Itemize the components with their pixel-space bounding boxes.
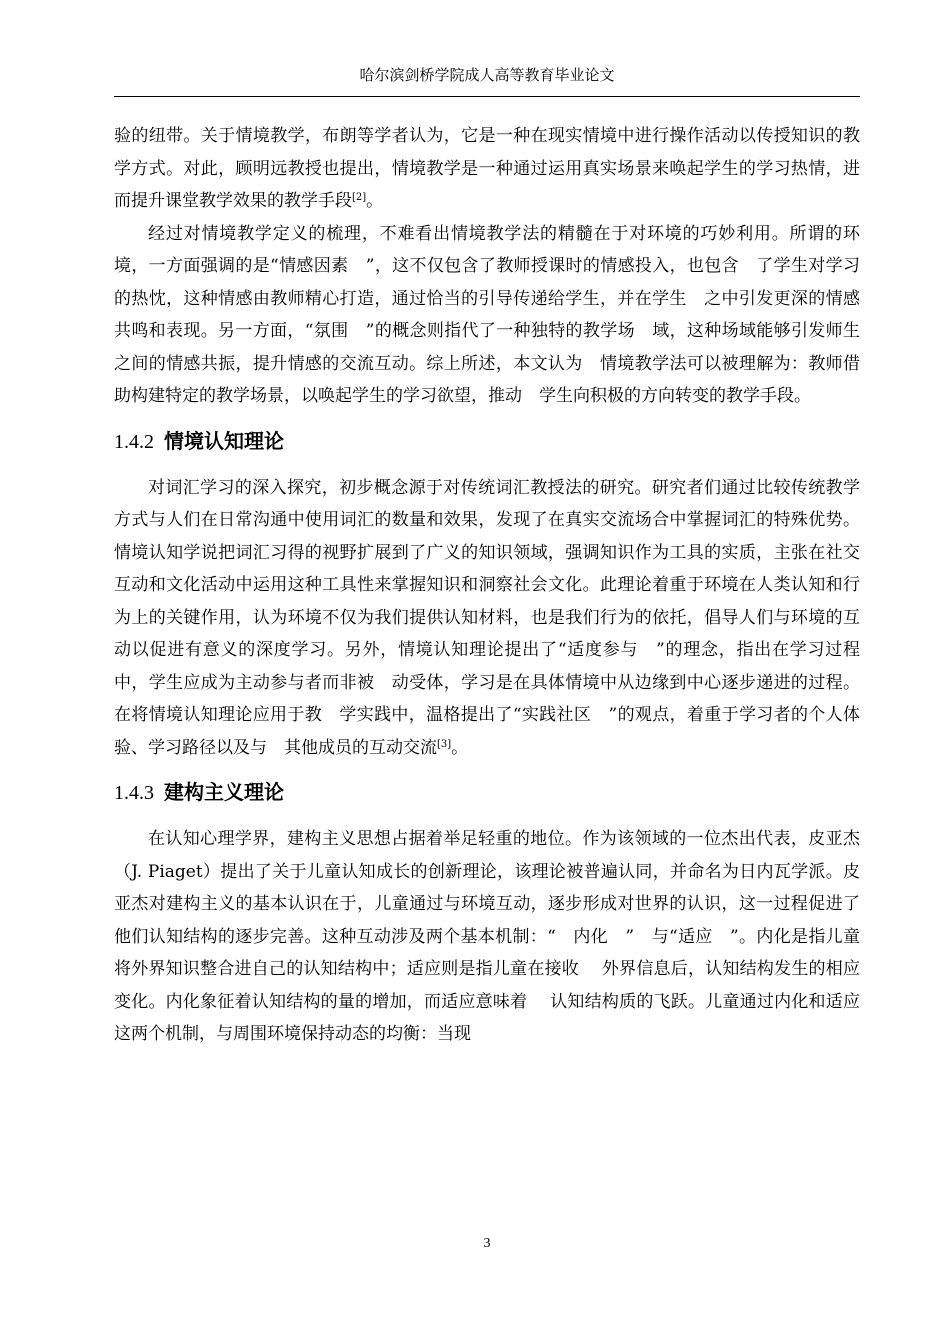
paragraph-3: 对词汇学习的深入探究，初步概念源于对传统词汇教授法的研究。研究者们通过比较传统教学方式与人们在日常沟通中使用词汇的数量和效果，发现了在真实交流场合中掌握词汇的特殊优势。情境认知学说把词汇习得的视野扩展到了广义的知识领域，强调知识作为工具的实质，主张在社交互动和文化活动中运用这种工具性来掌握知识和洞察社会文化。此理论着重于环境在人类认知和行为上的关键作用，认为环境不仅为我们提供认知材料，也是我们行为的依托，倡导人们与环境的互动以促进有意义的深度学习。另外，情境认知理论提出了“适度参与 ”的理念，指出在学习过程中，学生应成为主动参与者而非被 动受体，学习是在具体情境中从边缘到中心逐步递进的过程。在将情境认知理论应用于教 学实践中，温格提出了“实践社区 ”的观点，着重于学习者的个人体验、学习路径以及与 其他成员的互动交流[3]。 — [114, 477, 860, 758]
paragraph-2: 经过对情境教学定义的梳理，不难看出情境教学法的精髓在于对环境的巧妙利用。所谓的环境，一方面强调的是“情感因素 ”，这不仅包含了教师授课时的情感投入，也包含 了学生对学习的热忱，这种情感由教师精心打造，通过恰当的引导传递给学生，并在学生 之中引发更深的情感共鸣和表现。另一方面，“氛围 ”的概念则指代了一种独特的教学场 域，这种场域能够引发师生之间的情感共振，提升情感的交流互动。综上所述，本文认为 情境教学法可以被理解为：教师借助构建特定的教学场景，以唤起学生的学习欲望，推动 学生向积极的方向转变的教学手段。 — [114, 223, 860, 406]
section-heading-1-4-2: 1.4.2 情境认知理论 — [114, 428, 284, 453]
header-divider — [114, 96, 860, 97]
citation-3: [3] — [437, 738, 452, 750]
citation-2: [2] — [352, 192, 367, 203]
page-number: 3 — [483, 1236, 491, 1251]
running-header: 哈尔滨剑桥学院成人高等教育毕业论文 — [359, 66, 615, 84]
paragraph-4: 在认知心理学界，建构主义思想占据着举足轻重的地位。作为该领域的一位杰出代表，皮亚杰（J. Piaget）提出了关于儿童认知成长的创新理论，该理论被普遍认同，并命名为日内瓦学派。皮亚杰对建构主义的基本认识在于，儿童通过与环境互动，逐步形成对世界的认识，这一过程促进了他们认知结构的逐步完善。这种互动涉及两个基本机制：“ 内化 ” 与“适应 ”。内化是指儿童将外界知识整合进自己的认知结构中；适应则是指儿童在接收 外界信息后，认知结构发生的相应变化。内化象征着认知结构的量的增加，而适应意味着 认知结构质的飞跃。儿童通过内化和适应这两个机制，与周围环境保持动态的均衡：当现 — [114, 829, 860, 1044]
section-heading-1-4-3: 1.4.3 建构主义理论 — [114, 780, 284, 804]
body-text — [114, 120, 860, 1051]
paragraph-1: 验的纽带。关于情境教学，布朗等学者认为，它是一种在现实情境中进行操作活动以传授知识的教学方式。对此，顾明远教授也提出，情境教学是一种通过运用真实场景来唤起学生的学习热情，进而提升课堂教学效果的教学手段[2]。 — [114, 126, 860, 211]
